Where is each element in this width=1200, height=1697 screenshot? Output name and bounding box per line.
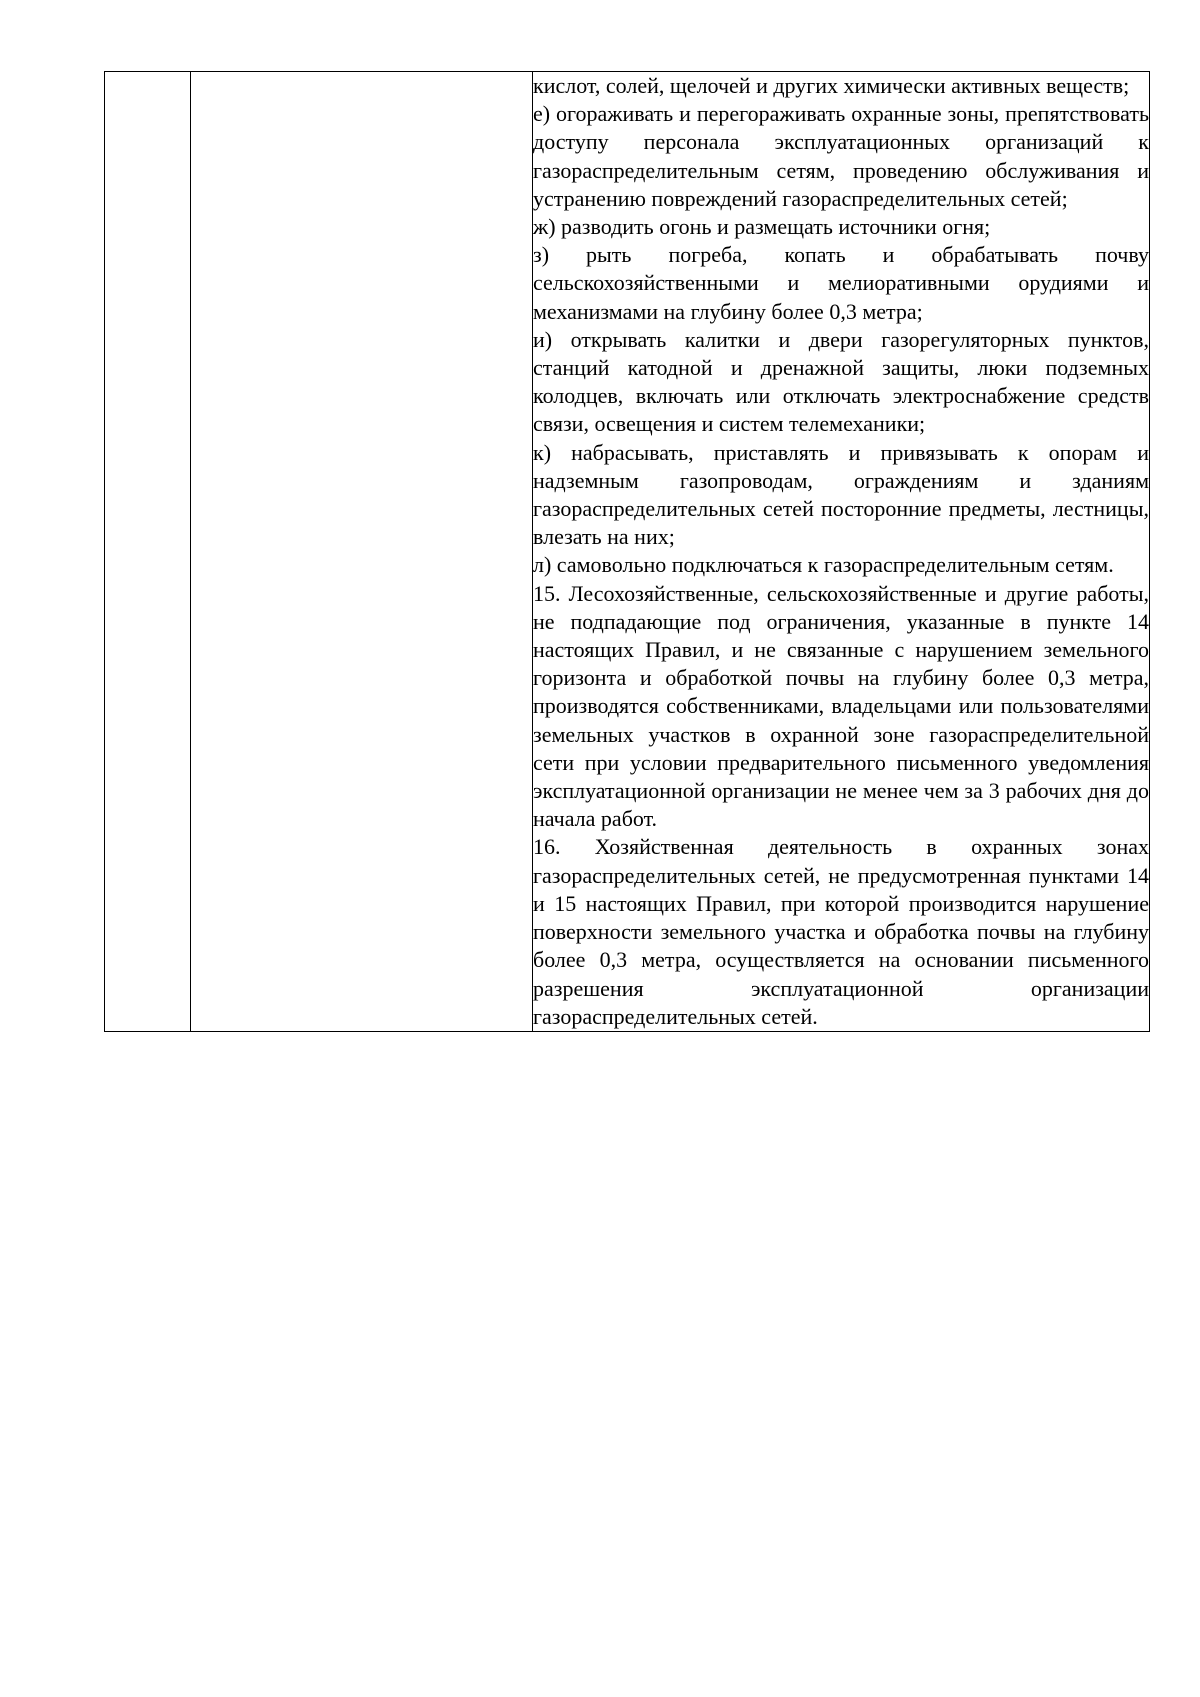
paragraph: л) самовольно подключаться к газораспределительным сетям. — [533, 552, 1114, 578]
document-table — [104, 71, 1150, 1032]
paragraph: кислот, солей, щелочей и других химически активных веществ; — [533, 73, 1130, 98]
paragraph: к) набрасывать, приставлять и привязывать к опорам и надземным газопроводам, ограждениям и зданиям газораспределительных сетей посторонние предметы, лестницы, влезать на них; — [533, 439, 1149, 550]
paragraph: 16. Хозяйственная деятельность в охранных зонах газораспределительных сетей, не предусмотренная пунктами 14 и 15 настоящих Правил, при которой производится нарушение поверхности земельного участка и обработка почвы на глубину более 0,3 метра, осуществляется на основании письменного разрешения эксплуатационной организации газораспределительных сетей. — [533, 834, 1149, 1029]
paragraph: з) рыть погреба, копать и обрабатывать почву сельскохозяйственными и мелиоративными орудиями и механизмами на глубину более 0,3 метра; — [533, 242, 1149, 324]
table-row — [105, 72, 1150, 1032]
table-cell-number — [105, 72, 191, 1032]
paragraph: е) огораживать и перегораживать охранные зоны, препятствовать доступу персонала эксплуатационных организаций к газораспределительным сетям, проведению обслуживания и устранению повреждений газораспределительных сетей; — [533, 101, 1149, 211]
paragraph: и) открывать калитки и двери газорегуляторных пунктов, станций катодной и дренажной защиты, люки подземных колодцев, включать или отключать электроснабжение средств связи, освещения и систем телемеханики; — [533, 326, 1149, 437]
paragraph: ж) разводить огонь и размещать источники огня; — [533, 214, 991, 240]
table-cell-description — [191, 72, 533, 1032]
table-cell-text — [533, 72, 1150, 1032]
paragraph: 15. Лесохозяйственные, сельскохозяйственные и другие работы, не подпадающие под ограничения, указанные в пункте 14 настоящих Правил, и не связанные с нарушением земельного горизонта и обработкой почвы на глубину более 0,3 метра, производятся собственниками, владельцами или пользователями земельных участков в охранной зоне газораспределительной сети при условии предварительного письменного уведомления эксплуатационной организации не менее чем за 3 рабочих дня до начала работ. — [533, 580, 1149, 832]
